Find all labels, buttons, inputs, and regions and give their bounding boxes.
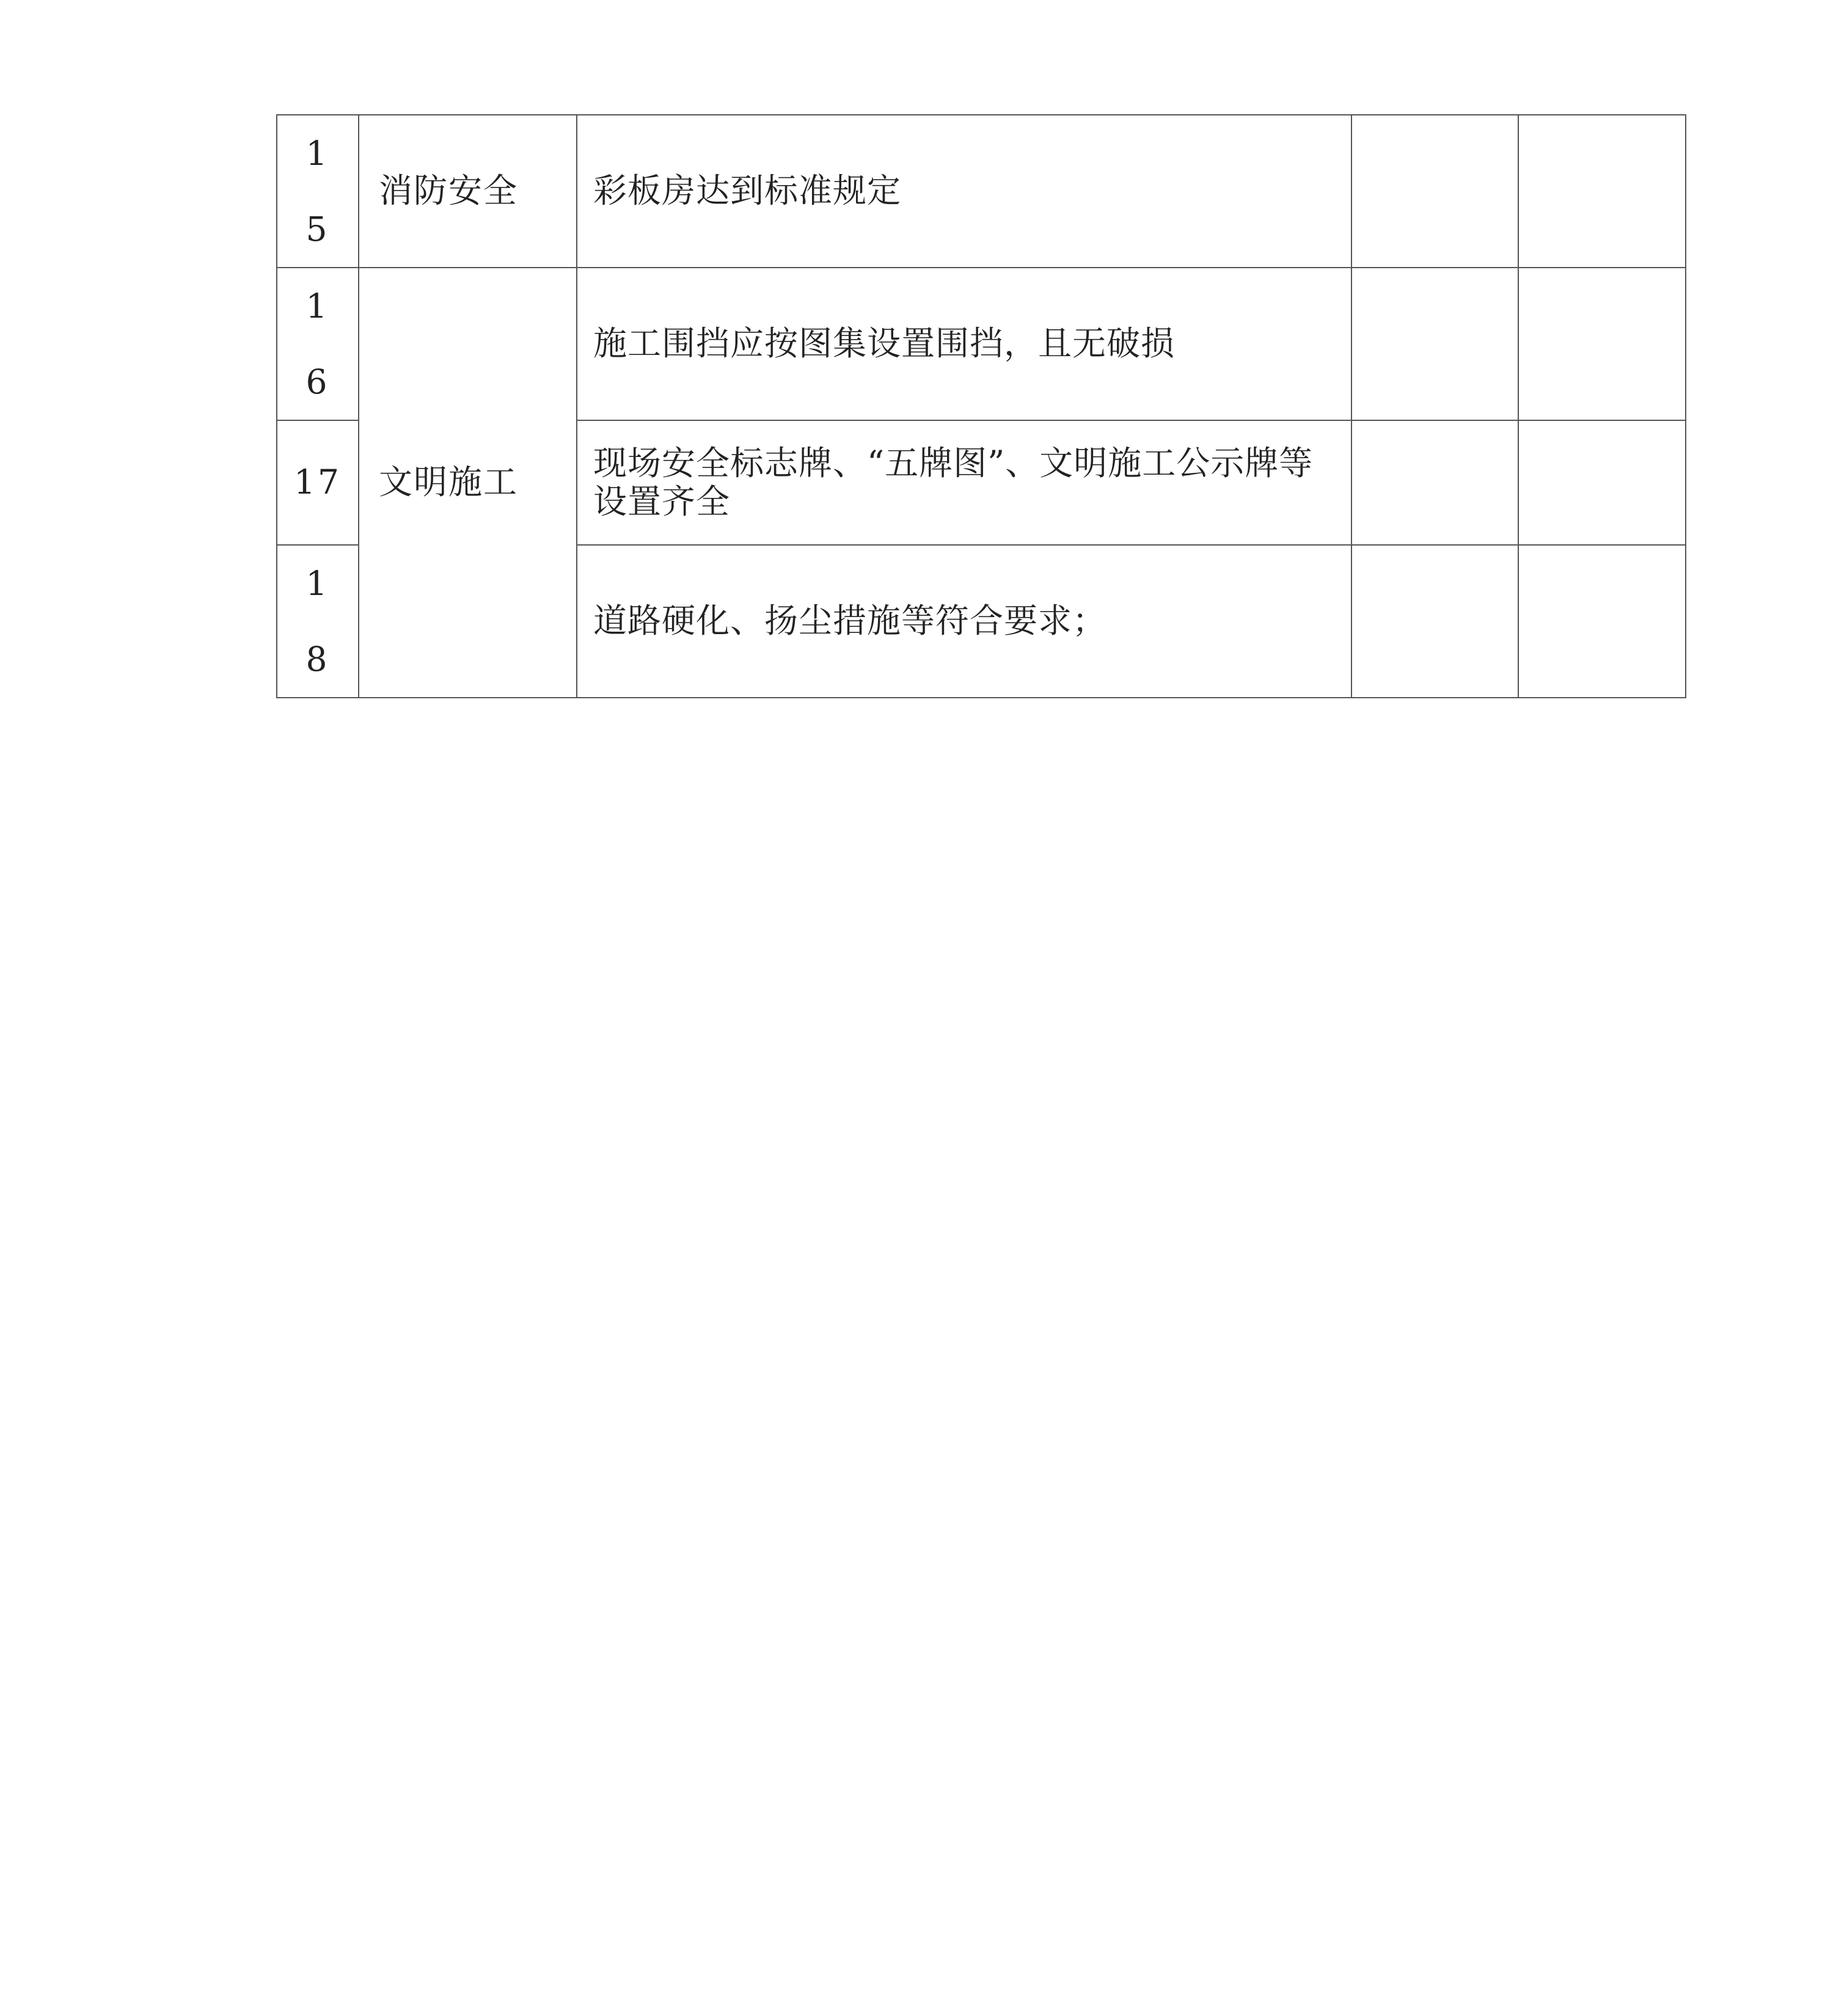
empty-cell (1518, 268, 1686, 420)
row-number-digit: 1 (305, 134, 330, 173)
empty-cell (1351, 545, 1518, 698)
table-row (277, 268, 1686, 420)
row-number-digit: 6 (305, 362, 330, 401)
category-cell: 消防安全 (359, 115, 577, 268)
empty-cell (1351, 268, 1518, 420)
row-number-digit: 1 (305, 564, 330, 603)
empty-cell (1351, 115, 1518, 268)
empty-cell (1518, 420, 1686, 545)
row-number-cell (277, 268, 359, 420)
row-number-digit: 17 (294, 462, 342, 502)
empty-cell (1518, 545, 1686, 698)
empty-cell (1518, 115, 1686, 268)
category-cell: 文明施工 (359, 268, 577, 698)
row-number-digit: 1 (305, 287, 330, 326)
requirement-cell: 彩板房达到标准规定 (577, 115, 1351, 268)
inspection-table (276, 114, 1686, 698)
requirement-cell: 现场安全标志牌、“五牌图”、文明施工公示牌等设置齐全 (577, 420, 1351, 545)
requirement-cell: 施工围挡应按图集设置围挡，且无破损 (577, 268, 1351, 420)
row-number-digit: 5 (305, 210, 330, 249)
table-row (277, 115, 1686, 268)
row-number-cell (277, 115, 359, 268)
empty-cell (1351, 420, 1518, 545)
row-number-cell (277, 420, 359, 545)
requirement-cell: 道路硬化、扬尘措施等符合要求； (577, 545, 1351, 698)
row-number-digit: 8 (305, 640, 330, 679)
row-number-cell (277, 545, 359, 698)
